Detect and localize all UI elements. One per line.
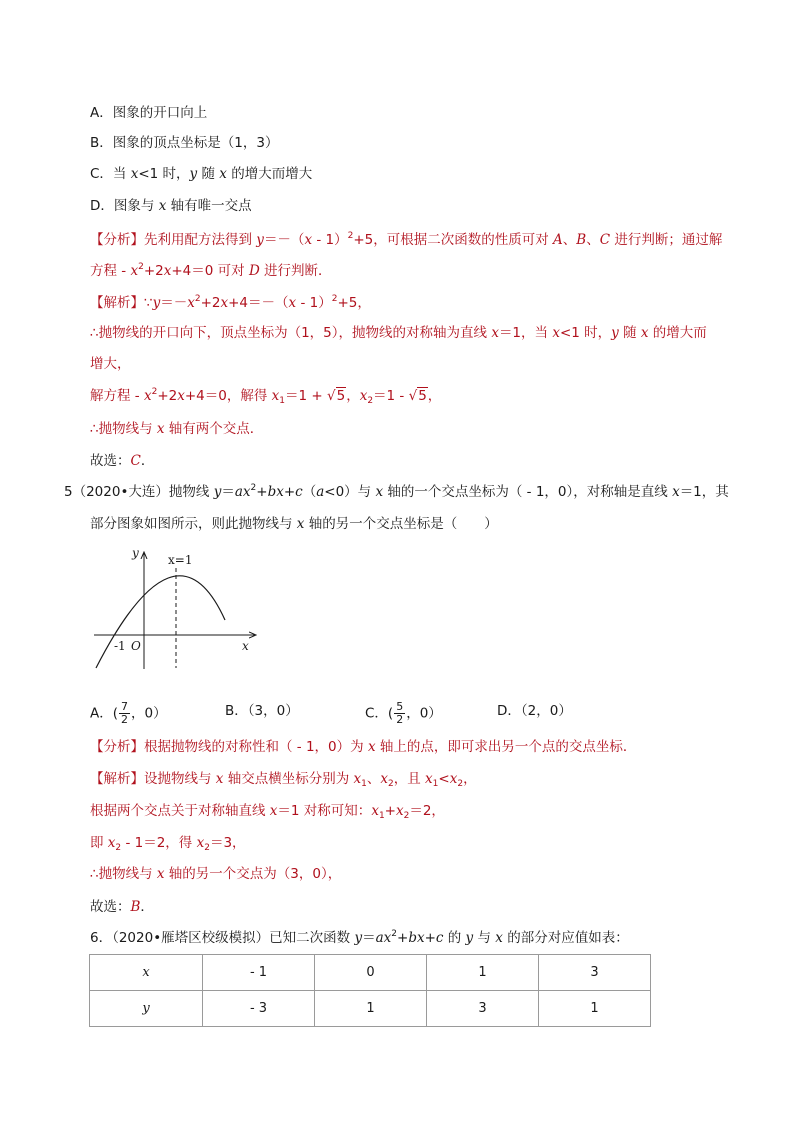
q5-option-a: A．( $\frac{7}{2}$ ，0） (90, 700, 167, 726)
table-cell: x (90, 955, 203, 991)
analysis-q5-line1: 【分析】根据抛物线的对称性和（ - 1，0）为 x 轴上的点，即可求出另一个点的交点坐标． (90, 739, 637, 755)
solution-q4-line5: ∴抛物线与 x 轴有两个交点． (90, 421, 264, 437)
table-cell: 3 (427, 991, 539, 1027)
table-cell: 1 (427, 955, 539, 991)
option-b: B．图象的顶点坐标是（1，3） (90, 135, 279, 151)
table-cell: 0 (315, 955, 427, 991)
solution-q5-line2: 根据两个交点关于对称轴直线 x＝1 对称可知：$x_1+x_2=2$， (90, 803, 445, 821)
analysis-q4-line1: 【分析】先利用配方法得到 y＝－（x - 1）$^2$+5，可根据二次函数的性质可对 A、B、C 进行判断；通过解 (90, 231, 723, 248)
table-row-x (90, 955, 651, 991)
solution-q4-answer: 故选：C． (90, 453, 155, 469)
x-axis-label: x (242, 639, 249, 653)
q5-option-b: B．（3，0） (225, 703, 299, 719)
table-cell: - 1 (203, 955, 315, 991)
q5-stem-line2: 部分图象如图所示，则此抛物线与 x 轴的另一个交点坐标是（ ） (90, 516, 498, 532)
parabola-curve (96, 576, 225, 668)
analysis-q4-line2: 方程 - $x^2+2x+4=0$ 可对 D 进行判断． (90, 262, 332, 279)
q5-parabola-graph (88, 542, 268, 672)
solution-q4-line4: 解方程 - $x^2+2x+4=0$，解得 $x_1=1 + √5$，$x_2=1 - √5$， (90, 387, 442, 406)
solution-q4-line3: 增大， (90, 356, 131, 372)
table-cell: 1 (315, 991, 427, 1027)
q5-option-c: C．( $\frac{5}{2}$ ，0） (365, 700, 442, 726)
option-a: A．图象的开口向上 (90, 105, 208, 121)
table-cell: 3 (539, 955, 651, 991)
solution-q4-line1: 【解析】$\because y=-x^2+2x+4=-(x - 1)^2+5$， (90, 294, 371, 311)
table-row-y (90, 991, 651, 1027)
option-d: D．图象与 x 轴有唯一交点 (90, 198, 252, 214)
q5-option-d: D．（2，0） (497, 703, 572, 719)
solution-q4-line2: ∴抛物线的开口向下，顶点坐标为（1，5），抛物线的对称轴为直线 x＝1，当 x<1 时，y 随 x 的增大而 (90, 325, 707, 341)
option-c: C．当 x<1 时，y 随 x 的增大而增大 (90, 166, 313, 182)
solution-q5-line1: 【解析】设抛物线与 x 轴交点横坐标分别为 $x_1$、$x_2$，且 $x_1<x_2$， (90, 771, 477, 789)
y-axis-label: y (132, 546, 139, 560)
origin-label: O (131, 639, 141, 653)
table-cell: - 3 (203, 991, 315, 1027)
table-cell: y (90, 991, 203, 1027)
q5-stem-line1: 5（2020•大连）抛物线 $y=ax^2+bx+c(a<0)$与 x 轴的一个交点坐标为（ - 1，0），对称轴是直线 x＝1，其 (64, 483, 729, 500)
solution-q5-line3: 即 $x_2 - 1=2$，得 $x_2=3$， (90, 835, 246, 853)
value-table (89, 954, 651, 1027)
symmetry-axis-label: x=1 (168, 553, 193, 567)
neg-one-label: -1 (114, 639, 126, 653)
q6-stem: 6．（2020•雁塔区校级模拟）已知二次函数 $y=ax^2+bx+c$ 的 y 与 x 的部分对应值如表： (90, 929, 629, 946)
solution-q5-line4: ∴抛物线与 x 轴的另一个交点为（3，0）， (90, 866, 342, 882)
solution-q5-answer: 故选：B． (90, 899, 154, 915)
table-cell: 1 (539, 991, 651, 1027)
